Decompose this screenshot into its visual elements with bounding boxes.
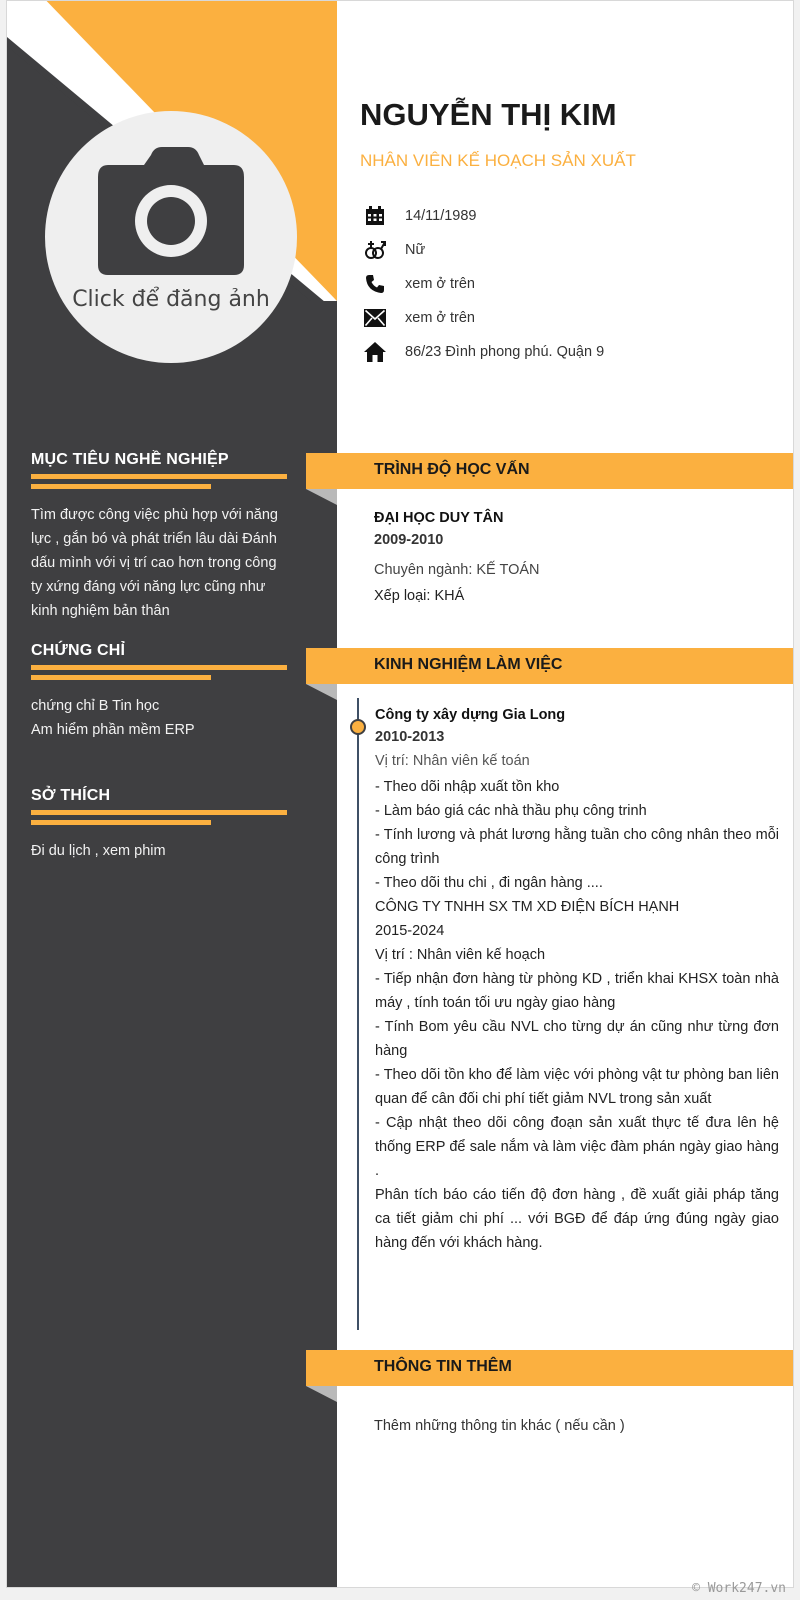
experience-line: - Theo dõi nhập xuất tồn kho (375, 779, 560, 795)
experience-line: - Tiếp nhận đơn hàng từ phòng KD , triển khai KHSX toàn nhà máy , tính toán tối ưu ngày giao hàng (375, 971, 779, 1011)
contact-phone (363, 272, 475, 296)
experience-line: - Theo dõi tồn kho để làm việc với phòng vật tư phòng ban liên quan để cân đối chi phí tiết giảm NVL trong sản xuất (375, 1067, 779, 1107)
experience-line: CÔNG TY TNHH SX TM XD ĐIỆN BÍCH HẠNH (375, 899, 680, 915)
email-value: xem ở trên (405, 310, 475, 326)
gender-value: Nữ (405, 242, 426, 258)
experience-description (375, 775, 779, 1255)
experience-years: 2010-2013 (375, 729, 445, 745)
cv-page (6, 0, 794, 1588)
calendar-icon (363, 204, 387, 228)
school-name: ĐẠI HỌC DUY TÂN (374, 510, 504, 526)
contact-birthday (363, 204, 477, 228)
experience-line: 2015-2024 (375, 923, 445, 939)
company-name: Công ty xây dựng Gia Long (375, 707, 566, 723)
education-years: 2009-2010 (374, 532, 444, 548)
objective-text: Tìm được công việc phù hợp với năng lực , gắn bó và phát triển lâu dài Đánh dấu mình với vị trí cao hơn trong công ty xứng đáng với năng lực cũng như kinh nghiệm bản thân (31, 507, 278, 619)
education-entry (374, 510, 774, 604)
photo-upload-label: Click để đăng ảnh (72, 287, 270, 312)
mail-icon (363, 306, 387, 330)
certificate-item: chứng chỉ B Tin học (31, 698, 160, 714)
experience-line: - Tính Bom yêu cầu NVL cho từng dự án cũng như từng đơn hàng (375, 1019, 779, 1059)
objective-title: MỤC TIÊU NGHỀ NGHIỆP (31, 451, 229, 468)
experience-line: Phân tích báo cáo tiến độ đơn hàng , đề xuất giải pháp tăng ca tiết giảm chi phí ... với BGĐ để đáp ứng đúng ngày giao hàng đến với khách hàng. (375, 1187, 779, 1251)
certificate-item: Am hiểm phần mềm ERP (31, 722, 195, 738)
watermark: © Work247.vn (692, 1581, 786, 1596)
phone-icon (363, 272, 387, 296)
divider (31, 474, 287, 479)
timeline-line (357, 698, 359, 1330)
additional-header (306, 1350, 794, 1386)
gender-icon (363, 238, 387, 262)
hobbies-section (31, 787, 287, 863)
experience-line: - Làm báo giá các nhà thầu phụ công trinh (375, 803, 647, 819)
contact-email (363, 306, 475, 330)
experience-line: - Tính lương và phát lương hằng tuần cho công nhân theo mỗi công trình (375, 827, 779, 867)
divider (31, 820, 211, 825)
divider (31, 665, 287, 670)
experience-line: - Theo dõi thu chi , đi ngân hàng .... (375, 875, 603, 891)
divider (31, 484, 211, 489)
experience-line: - Cập nhật theo dõi công đoạn sản xuất thực tế đưa lên hệ thống ERP để sale nắm và làm việc đàm phán ngày giao hàng . (375, 1115, 779, 1179)
candidate-name: NGUYỄN THỊ KIM (360, 97, 617, 132)
education-major: Chuyên ngành: KẾ TOÁN (374, 562, 540, 578)
job-title: NHÂN VIÊN KẾ HOẠCH SẢN XUẤT (360, 151, 636, 170)
camera-icon (96, 147, 246, 277)
divider (31, 675, 211, 680)
experience-entry (375, 707, 779, 1255)
birthday-value: 14/11/1989 (405, 208, 477, 224)
experience-title: KINH NGHIỆM LÀM VIỆC (374, 656, 563, 673)
address-value: 86/23 Đình phong phú. Quận 9 (405, 344, 605, 360)
education-grade: Xếp loại: KHÁ (374, 588, 465, 604)
education-title: TRÌNH ĐỘ HỌC VẤN (374, 461, 530, 478)
additional-title: THÔNG TIN THÊM (374, 1358, 512, 1375)
home-icon (363, 340, 387, 364)
hobbies-text: Đi du lịch , xem phim (31, 843, 166, 859)
photo-upload[interactable] (45, 111, 297, 363)
timeline-dot (350, 719, 366, 735)
hobbies-title: SỞ THÍCH (31, 787, 111, 804)
contact-address (363, 340, 604, 364)
divider (31, 810, 287, 815)
additional-text: Thêm những thông tin khác ( nếu cần ) (374, 1418, 625, 1434)
objective-section (31, 451, 287, 623)
certificates-title: CHỨNG CHỈ (31, 642, 126, 659)
education-header (306, 453, 794, 489)
experience-position: Vị trí: Nhân viên kế toán (375, 753, 530, 769)
certificates-section (31, 642, 287, 742)
experience-header (306, 648, 794, 684)
phone-value: xem ở trên (405, 276, 475, 292)
contact-gender (363, 238, 425, 262)
experience-line: Vị trí : Nhân viên kế hoạch (375, 947, 546, 963)
